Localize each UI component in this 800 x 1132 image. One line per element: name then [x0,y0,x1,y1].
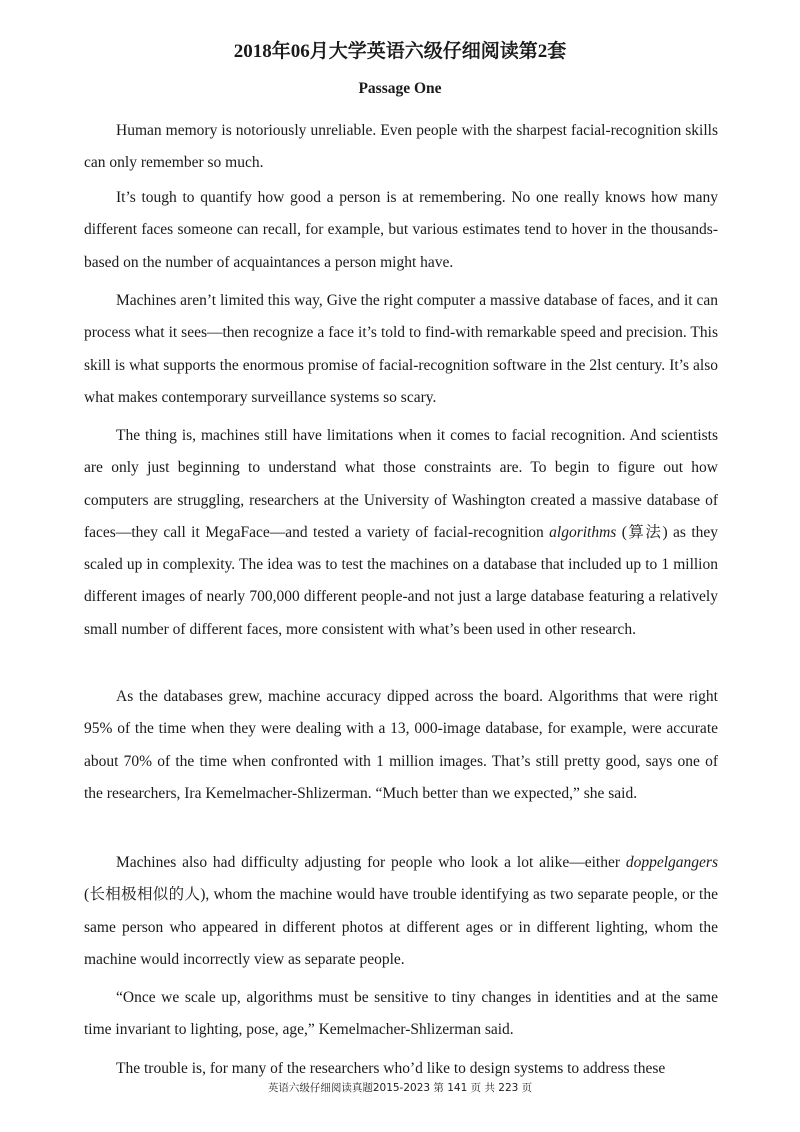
paragraph-3: Machines aren’t limited this way, Give the right computer a massive database of faces, and it can process what it sees—then recognize a face it’s told to find-with remarkable speed and precision. This skill is what supports the enormous promise of facial-recognition software in the 2lst century. It’s also what makes contemporary surveillance systems so scary. [84,292,718,406]
paragraph-1: Human memory is notoriously unreliable. Even people with the sharpest facial-recognition skills can only remember so much. [84,122,718,172]
paragraph-7: “Once we scale up, algorithms must be sensitive to tiny changes in identities and at the same time invariant to lighting, pose, age,” Kemelmacher-Shlizerman said. [84,989,718,1039]
paragraph-8: The trouble is, for many of the researchers who’d like to design systems to address these [116,1060,666,1077]
paragraph-2: It’s tough to quantify how good a person is at remembering. No one really knows how many different faces someone can recall, for example, but various estimates tend to hover in the thousands-based on the number of acquaintances a person might have. [84,189,718,271]
italic-term: doppelgangers [625,854,718,871]
italic-term: algorithms [549,523,617,541]
document-title: 2018年06月大学英语六级仔细阅读第2套 [233,41,567,62]
page-footer: 英语六级仔细阅读真题2015-2023 第 141 页 共 223 页 [267,1082,533,1094]
passage-title: Passage One [358,80,442,97]
paragraph-4: The thing is, machines still have limitations when it comes to facial recognition. And scientists are only just beginning to understand what those constraints are. To begin to figure out how computers are struggling, researchers at the University of Washington created a massive database of faces—they call it MegaFace—and tested a variety of facial-recognition algorithms (算法) as they scaled up in complexity. The idea was to test the machines on a database that included up to 1 million different images of nearly 700,000 different people-and not just a large database featuring a relatively small number of different faces, more consistent with what’s been used in other research. [84,427,718,638]
paragraph-6: Machines also had difficulty adjusting for people who look a lot alike—either doppelgangers (长相极相似的人), whom the machine would have trouble identifying as two separate people, or the same person who appeared in different photos at different ages or in different lighting, whom the machine would incorrectly view as separate people. [84,854,718,968]
paragraph-5: As the databases grew, machine accuracy dipped across the board. Algorithms that were right 95% of the time when they were dealing with a 13, 000-image database, for example, were accurate about 70% of the time when confronted with 1 million images. That’s still pretty good, says one of the researchers, Ira Kemelmacher-Shlizerman. “Much better than we expected,” she said. [84,688,718,802]
